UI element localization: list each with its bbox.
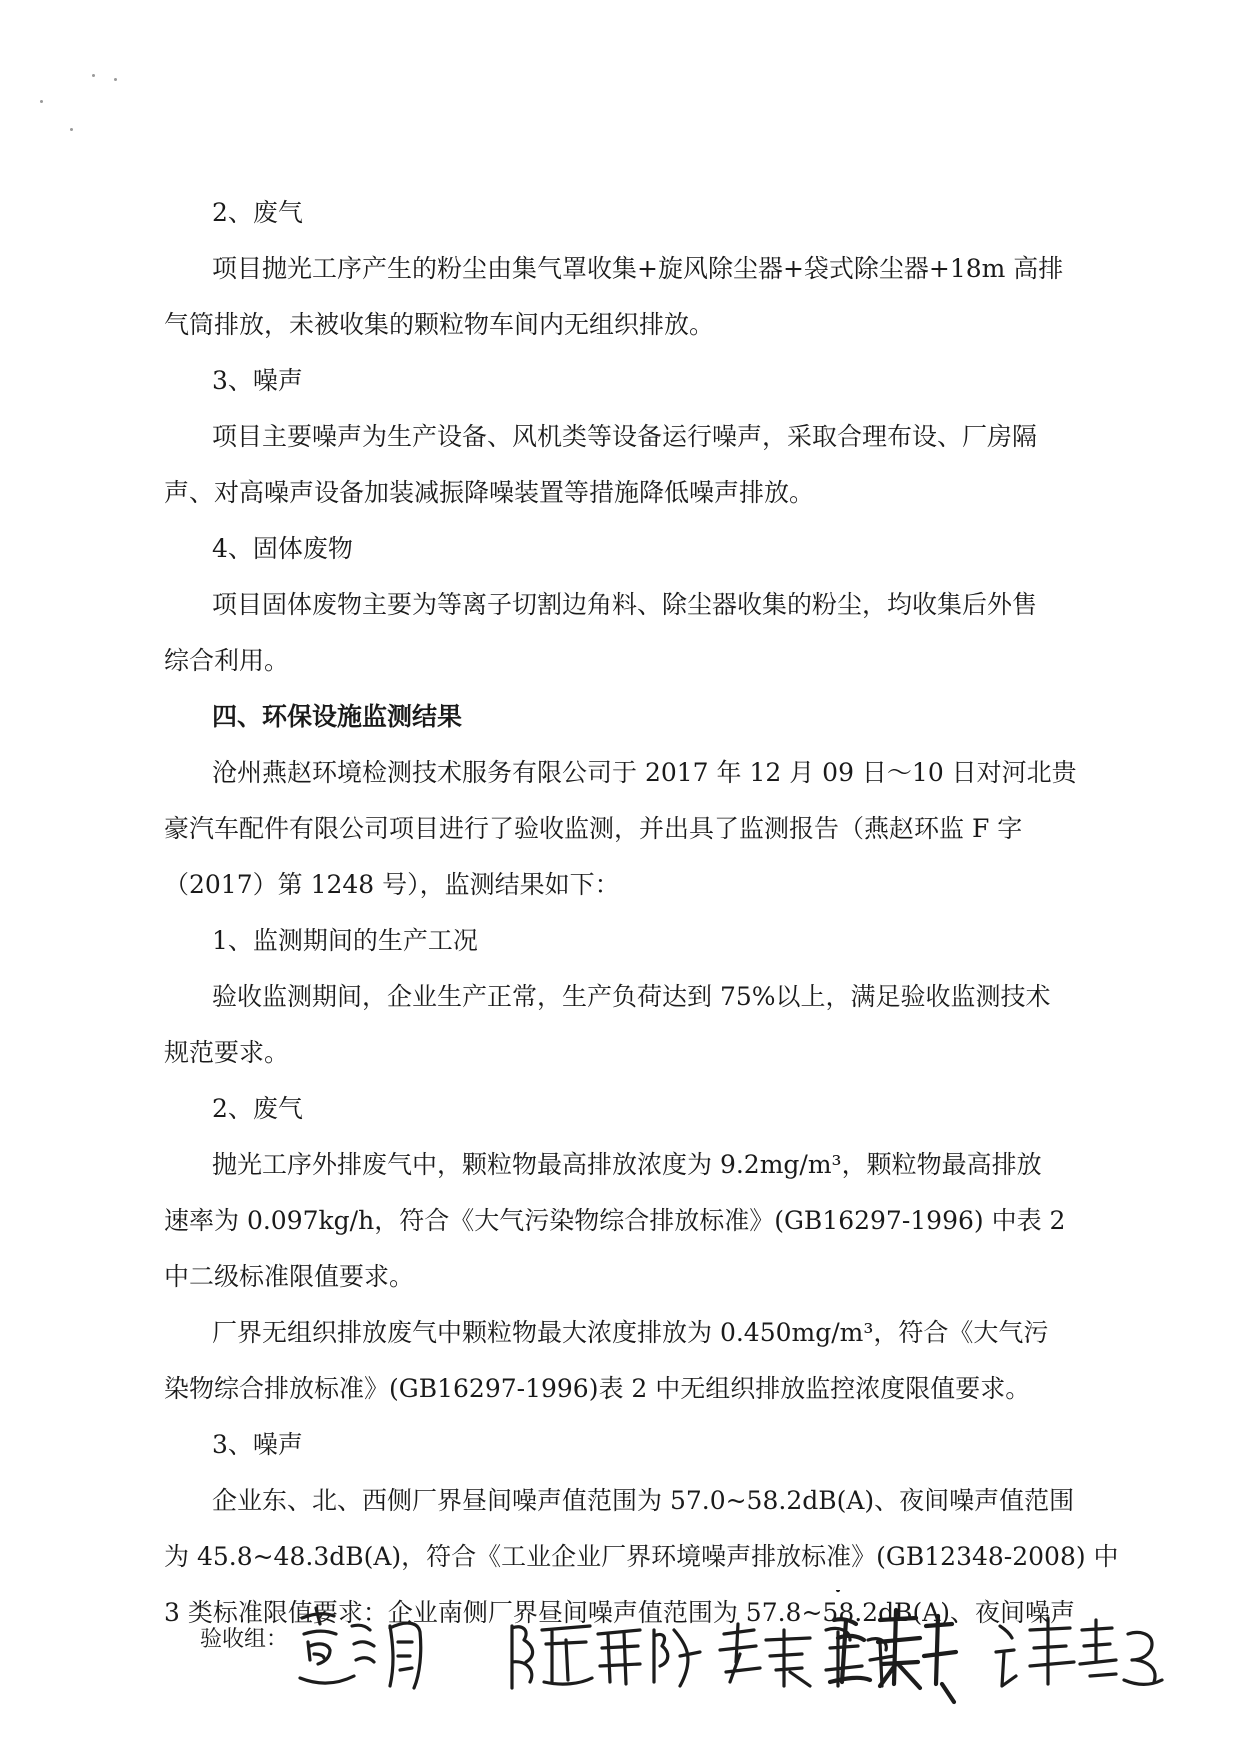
text-line: 2、废气	[212, 1094, 303, 1123]
text-line: 3、噪声	[212, 1430, 303, 1459]
text-line: 规范要求。	[164, 1038, 290, 1067]
scan-speck	[40, 100, 43, 103]
text-line: （2017）第 1248 号），监测结果如下：	[164, 870, 620, 899]
text-line: 声、对高噪声设备加装减振降噪装置等措施降低噪声排放。	[164, 478, 815, 507]
handwritten-signature-5	[996, 1618, 1162, 1686]
scan-speck	[70, 128, 73, 131]
text-line: 中二级标准限值要求。	[164, 1262, 415, 1291]
scan-speck	[92, 74, 95, 77]
text-line: 4、固体废物	[212, 534, 353, 563]
handwritten-signature-1	[300, 1608, 421, 1688]
text-line: 速率为 0.097kg/h，符合《大气污染物综合排放标准》(GB16297-1996) 中表 2	[164, 1206, 1066, 1235]
handwritten-signature-3	[720, 1624, 894, 1686]
document-body	[164, 185, 1119, 1641]
text-line: 验收监测期间，企业生产正常，生产负荷达到 75%以上，满足验收监测技术	[212, 982, 1051, 1011]
text-line: 为 45.8~48.3dB(A)，符合《工业企业厂界环境噪声排放标准》(GB12348-2008) 中	[164, 1542, 1119, 1571]
handwritten-signature-2	[512, 1626, 700, 1688]
text-line: 综合利用。	[164, 646, 290, 675]
text-line: 3 类标准限值要求：企业南侧厂界昼间噪声值范围为 57.8~58.2dB(A)、夜间噪声	[164, 1598, 1076, 1627]
text-line: 抛光工序外排废气中，颗粒物最高排放浓度为 9.2mg/m³，颗粒物最高排放	[212, 1150, 1042, 1179]
text-line: 豪汽车配件有限公司项目进行了验收监测，并出具了监测报告（燕赵环监 F 字	[164, 814, 1023, 843]
text-line: 项目抛光工序产生的粉尘由集气罩收集+旋风除尘器+袋式除尘器+18m 高排	[212, 254, 1064, 283]
text-line: 沧州燕赵环境检测技术服务有限公司于 2017 年 12 月 09 日～10 日对河北贵	[212, 758, 1077, 787]
scan-speck	[114, 78, 117, 81]
text-line: 厂界无组织排放废气中颗粒物最大浓度排放为 0.450mg/m³，符合《大气污	[212, 1318, 1049, 1347]
text-line: 2、废气	[212, 198, 303, 227]
text-line: 染物综合排放标准》(GB16297-1996)表 2 中无组织排放监控浓度限值要求。	[164, 1374, 1031, 1403]
signature-label: 验收组：	[200, 1627, 289, 1652]
text-line: 1、监测期间的生产工况	[212, 926, 478, 955]
acceptance-group-signatures	[290, 1590, 1230, 1720]
text-line: 项目固体废物主要为等离子切割边角料、除尘器收集的粉尘，均收集后外售	[212, 590, 1038, 619]
text-line: 气筒排放，未被收集的颗粒物车间内无组织排放。	[164, 310, 715, 339]
text-line: 3、噪声	[212, 366, 303, 395]
text-line: 企业东、北、西侧厂界昼间噪声值范围为 57.0~58.2dB(A)、夜间噪声值范围	[212, 1486, 1075, 1515]
text-line: 项目主要噪声为生产设备、风机类等设备运行噪声，采取合理布设、厂房隔	[212, 422, 1038, 451]
section-heading: 四、环保设施监测结果	[212, 702, 463, 731]
